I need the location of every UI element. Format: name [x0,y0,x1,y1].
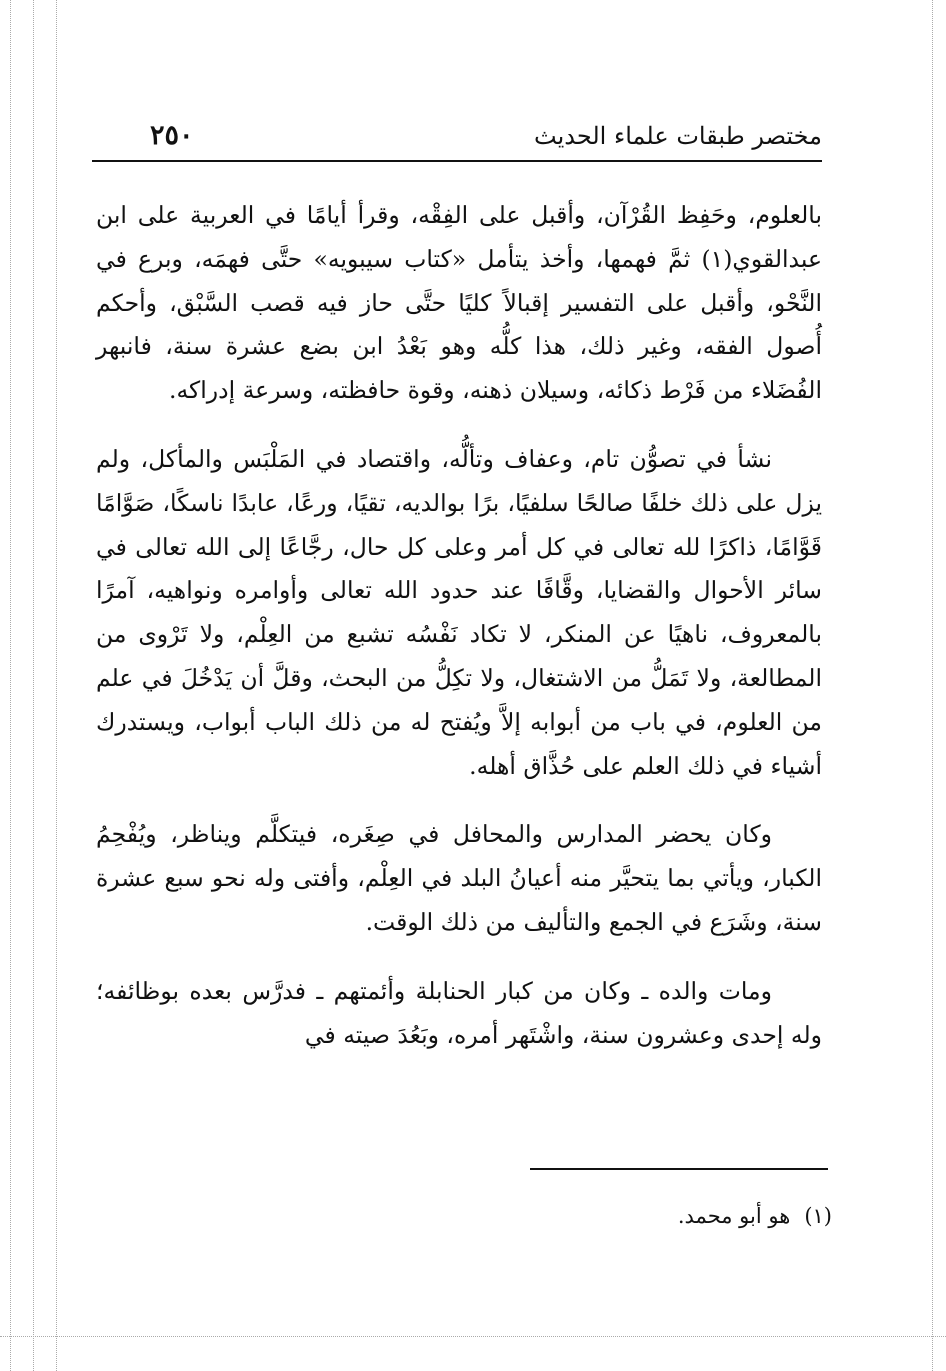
body-text [96,194,822,1082]
scan-edge-line [932,0,933,1371]
scan-edge-line [33,0,34,1371]
running-title: مختصر طبقات علماء الحديث [534,122,822,150]
footnote [664,1204,832,1228]
paragraph: ومات والده ـ وكان من كبار الحنابلة وأئمتهم ـ فدرَّس بعده بوظائفه؛ وله إحدى وعشرون سنة، واشْتَهر أمره، وبَعُدَ صيته في [96,976,822,1049]
scan-edge-line [56,0,57,1371]
scan-edge-line [10,0,11,1371]
footnote-separator [530,1168,828,1170]
paragraph: نشأ في تصوُّن تام، وعفاف وتألُّه، واقتصاد في المَلْبَس والمأكل، ولم يزل على ذلك خلفًا صالحًا سلفيًا، برًا بوالديه، تقيًا، ورعًا، عابدًا ناسكًا، صَوَّامًا قَوَّامًا، ذاكرًا لله تعالى في كل أمر وعلى كل حال، رجَّاعًا إلى الله تعالى في سائر الأحوال والقضايا، وقَّافًا عند حدود الله تعالى وأوامره ونواهيه، آمرًا بالمعروف، ناهيًا عن المنكر، لا تكاد نَفْسُه تشبع من العِلْم، ولا تَرْوى من المطالعة، ولا تَمَلُّ من الاشتغال، ولا تكِلُّ من البحث، وقلَّ أن يَدْخُلَ في علم من العلوم، في باب من أبوابه إلاَّ ويُفتح له من ذلك الباب أبواب، ويستدرك أشياء في ذلك العلم على حُذَّاق أهله. [96,444,822,780]
paragraph: وكان يحضر المدارس والمحافل في صِغَره، فيتكلَّم ويناظر، ويُفْحِمُ الكبار، ويأتي بما يتحيَّر منه أعيانُ البلد في العِلْم، وأفتى وله نحو سبع عشرة سنة، وشَرَع في الجمع والتأليف من ذلك الوقت. [96,820,822,936]
page-number: ٢٥٠ [150,120,194,151]
page-header [92,120,822,162]
paragraph: بالعلوم، وحَفِظ القُرْآن، وأقبل على الفِقْه، وقرأ أيامًا في العربية على ابن عبدالقوي(١) ثمَّ فهمها، وأخذ يتأمل «كتاب سيبويه» حتَّى فهمَه، وبرع في النَّحْو، وأقبل على التفسير إقبالاً كليًا حتَّى حاز فيه قصب السَّبْق، وأحكم أُصول الفقه، وغير ذلك، هذا كلُّه وهو بَعْدُ ابن بضع عشرة سنة، فانبهر الفُضَلاء من فَرْط ذكائه، وسيلان ذهنه، وقوة حافظته، وسرعة إدراكه. [96,201,822,405]
scan-edge-line [0,1336,946,1337]
footnote-marker: (١) [804,1204,832,1228]
footnote-text: هو أبو محمد. [677,1204,791,1228]
